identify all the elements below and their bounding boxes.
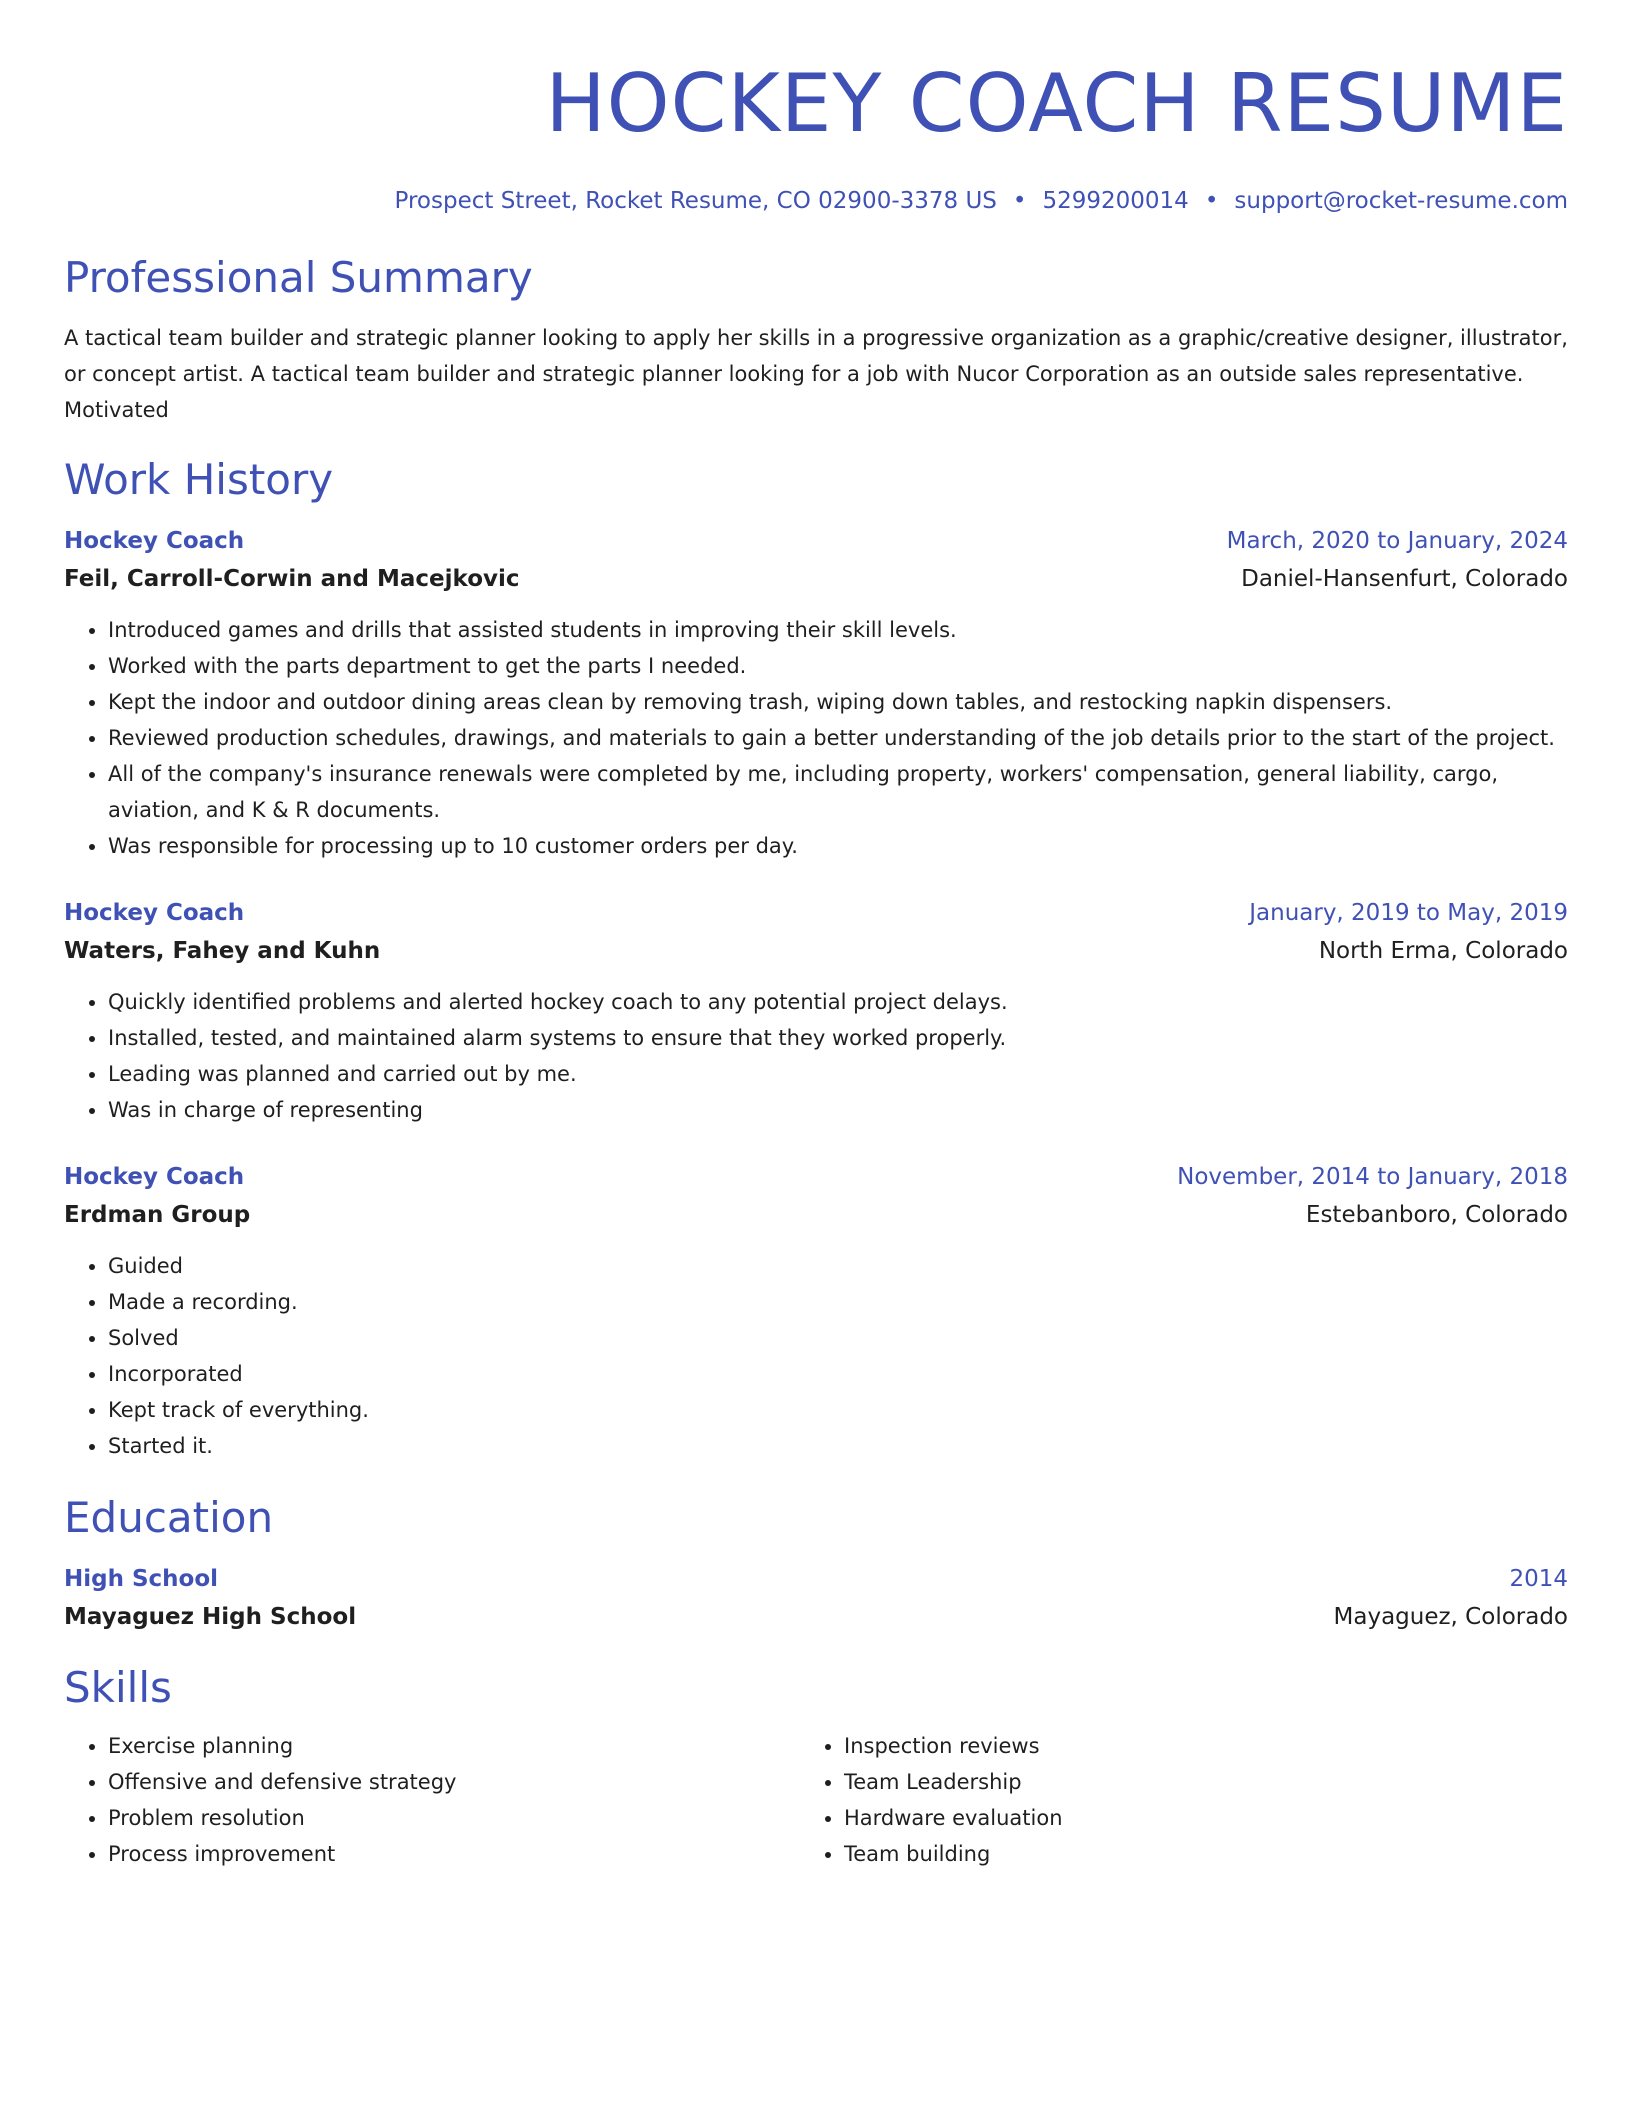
job-bullet: • Quickly identified problems and alerted hockey coach to any potential project delays. bbox=[108, 984, 1568, 1020]
contact-line bbox=[64, 186, 1568, 216]
skill-item: • Inspection reviews bbox=[844, 1728, 1536, 1764]
job-dates: March, 2020 to January, 2024 bbox=[1226, 528, 1568, 554]
summary-heading: Professional Summary bbox=[64, 253, 533, 302]
skills-list bbox=[800, 1728, 1536, 1872]
skills-list bbox=[64, 1728, 800, 1872]
contact-email[interactable]: support@rocket-resume.com bbox=[1234, 188, 1568, 214]
contact-separator: • bbox=[1012, 188, 1027, 214]
education-school-row bbox=[64, 1598, 1568, 1636]
skills-heading: Skills bbox=[64, 1663, 172, 1712]
job-bullet: • Leading was planned and carried out by me. bbox=[108, 1056, 1568, 1092]
education-entry bbox=[64, 1560, 1568, 1636]
skill-item: • Exercise planning bbox=[108, 1728, 800, 1764]
contact-separator: • bbox=[1204, 188, 1219, 214]
job-bullet-list bbox=[64, 984, 1568, 1128]
job-bullet: • Incorporated bbox=[108, 1356, 1568, 1392]
skill-item: • Offensive and defensive strategy bbox=[108, 1764, 800, 1800]
contact-address: Prospect Street, Rocket Resume, CO 02900-3378 US bbox=[394, 188, 997, 214]
skill-item: • Hardware evaluation bbox=[844, 1800, 1536, 1836]
job-location: Estebanboro, Colorado bbox=[1305, 1202, 1568, 1228]
contact-phone[interactable]: 5299200014 bbox=[1042, 188, 1189, 214]
skills-grid bbox=[64, 1728, 1568, 1872]
education-degree: High School bbox=[64, 1566, 219, 1592]
work-history-heading: Work History bbox=[64, 455, 334, 504]
job-bullet: • Solved bbox=[108, 1320, 1568, 1356]
job-bullet: • Kept track of everything. bbox=[108, 1392, 1568, 1428]
job-bullet-list bbox=[64, 1248, 1568, 1464]
job-dates: November, 2014 to January, 2018 bbox=[1177, 1164, 1568, 1190]
job-bullet: • Started it. bbox=[108, 1428, 1568, 1464]
job-bullet: • Worked with the parts department to get the parts I needed. bbox=[108, 648, 1568, 684]
job-bullet: • Guided bbox=[108, 1248, 1568, 1284]
skills-column-right bbox=[800, 1728, 1536, 1872]
job-company-row bbox=[64, 932, 1568, 970]
job-company-row bbox=[64, 560, 1568, 598]
education-school: Mayaguez High School bbox=[64, 1604, 357, 1630]
resume-title: HOCKEY COACH RESUME bbox=[545, 57, 1568, 150]
job-company-row bbox=[64, 1196, 1568, 1234]
skill-item: • Team Leadership bbox=[844, 1764, 1536, 1800]
education-heading: Education bbox=[64, 1493, 274, 1542]
job-dates: January, 2019 to May, 2019 bbox=[1249, 900, 1568, 926]
job-location: North Erma, Colorado bbox=[1318, 938, 1568, 964]
skill-item: • Process improvement bbox=[108, 1836, 800, 1872]
job-bullet: • Reviewed production schedules, drawings, and materials to gain a better understanding of the job details prior to the start of the project. bbox=[108, 720, 1568, 756]
job-bullet: • Introduced games and drills that assisted students in improving their skill levels. bbox=[108, 612, 1568, 648]
education-location: Mayaguez, Colorado bbox=[1333, 1604, 1568, 1630]
skill-item: • Problem resolution bbox=[108, 1800, 800, 1836]
job-title: Hockey Coach bbox=[64, 1164, 245, 1190]
job-company: Feil, Carroll-Corwin and Macejkovic bbox=[64, 566, 520, 592]
skill-item: • Team building bbox=[844, 1836, 1536, 1872]
job-bullet: • Made a recording. bbox=[108, 1284, 1568, 1320]
education-header-row bbox=[64, 1560, 1568, 1598]
job-title: Hockey Coach bbox=[64, 528, 245, 554]
job-header-row bbox=[64, 1158, 1568, 1196]
skills-column-left bbox=[64, 1728, 800, 1872]
job-header-row bbox=[64, 894, 1568, 932]
job-entry bbox=[64, 894, 1568, 1128]
summary-text: A tactical team builder and strategic planner looking to apply her skills in a progressive organization as a graphic/creative designer, illustrator, or concept artist. A tactical team builder and strategic planner looking for a job with Nucor Corporation as an outside sales representative. Motivated bbox=[64, 326, 1568, 422]
job-entry bbox=[64, 522, 1568, 864]
job-bullet: • Was in charge of representing bbox=[108, 1092, 1568, 1128]
job-company: Erdman Group bbox=[64, 1202, 251, 1228]
job-bullet: • Was responsible for processing up to 10 customer orders per day. bbox=[108, 828, 1568, 864]
job-company: Waters, Fahey and Kuhn bbox=[64, 938, 381, 964]
job-title: Hockey Coach bbox=[64, 900, 245, 926]
job-bullet: • All of the company's insurance renewals were completed by me, including property, workers' compensation, general liability, cargo, aviation, and K & R documents. bbox=[108, 756, 1568, 828]
job-entry bbox=[64, 1158, 1568, 1464]
job-location: Daniel-Hansenfurt, Colorado bbox=[1241, 566, 1568, 592]
job-bullet-list bbox=[64, 612, 1568, 864]
education-year: 2014 bbox=[1509, 1566, 1568, 1592]
job-bullet: • Kept the indoor and outdoor dining areas clean by removing trash, wiping down tables, and restocking napkin dispensers. bbox=[108, 684, 1568, 720]
job-header-row bbox=[64, 522, 1568, 560]
job-bullet: • Installed, tested, and maintained alarm systems to ensure that they worked properly. bbox=[108, 1020, 1568, 1056]
